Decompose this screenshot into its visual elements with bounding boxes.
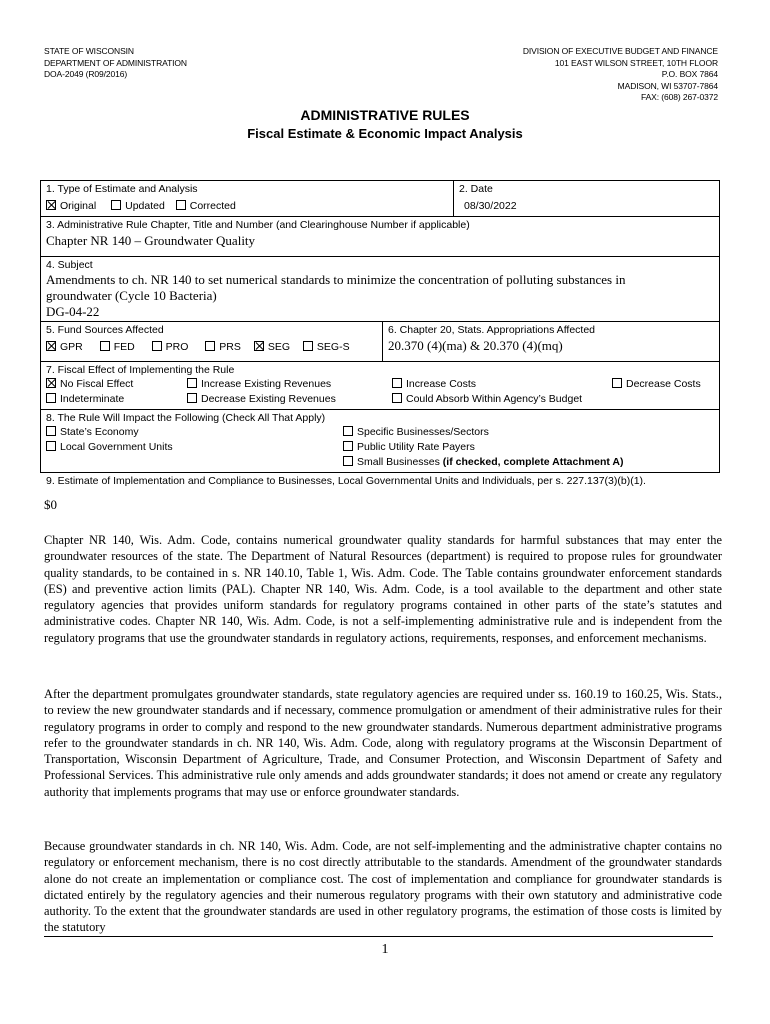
page-title: ADMINISTRATIVE RULES bbox=[300, 107, 470, 123]
section-2 bbox=[453, 181, 719, 216]
address-line: FAX: (608) 267-0372 bbox=[640, 92, 718, 102]
option-label: FED bbox=[113, 341, 135, 353]
section-7 bbox=[41, 362, 719, 409]
checkbox-increase-existing-revenues[interactable] bbox=[187, 378, 197, 388]
header-line: DOA-2049 (R09/2016) bbox=[44, 69, 128, 79]
checkbox-specific-businesses[interactable] bbox=[343, 426, 353, 436]
checkbox-decrease-costs[interactable] bbox=[612, 378, 622, 388]
section-8-label: 8. The Rule Will Impact the Following (Check All That Apply) bbox=[46, 412, 326, 424]
section-3-label: 3. Administrative Rule Chapter, Title and Number (and Clearinghouse Number if applicable) bbox=[46, 219, 470, 231]
paragraph: Chapter NR 140, Wis. Adm. Code, contains numerical groundwater quality standards for harmful substances that may enter the groundwater resources of the state. The Department of Natural Resources (department) is required to propose rules for groundwater quality standards, to be contained in s. NR 140.10, Table 1, Wis. Adm. Code. The Table contains groundwater enforcement standards (ES) and preventive action limits (PAL). Chapter NR 140, Wis. Adm. Code, is a tool available to the department and other state regulatory agencies that provides uniform standards for regulatory programs contained in other parts of the state’s statutes and administrative codes. Chapter NR 140, Wis. Adm. Code, is not a self-implementing administrative rule and is independent from the regulatory programs that use the groundwater standards in regulatory actions, requirements, responses, and enforcement mechanisms. bbox=[44, 533, 722, 645]
option-label: Decrease Existing Revenues bbox=[201, 393, 336, 405]
option-label: Original bbox=[60, 200, 97, 212]
section-1-label: 1. Type of Estimate and Analysis bbox=[46, 183, 198, 195]
option-label: Decrease Costs bbox=[626, 378, 701, 390]
checkbox-updated[interactable] bbox=[111, 200, 121, 210]
row-type-date bbox=[41, 181, 719, 217]
option-label: Increase Costs bbox=[406, 378, 477, 390]
paragraph: After the department promulgates groundwater standards, state regulatory agencies are required under ss. 160.19 to 160.25, Wis. Stats., to review the new groundwater standards and if necessary, commence promulgation or amendment of their administrative rules for their regulatory programs in order to comply and respond to the new groundwater standards. Numerous department administrative programs refer to the groundwater standards in ch. NR 140, Wis. Adm. Code, along with regulatory programs at the Wisconsin Department of Transportation, Wisconsin Department of Agriculture, Trade, and Consumer Protection, and Wisconsin Department of Safety and Professional Services. This administrative rule only amends and adds groundwater standards; it does not amend or create any regulatory authority that implements programs that may use or enforce groundwater standards. bbox=[44, 687, 722, 799]
checkbox-small-businesses[interactable] bbox=[343, 456, 353, 466]
fiscal-estimate-form bbox=[40, 180, 720, 487]
option-label: Public Utility Rate Payers bbox=[357, 441, 475, 453]
section-4-label: 4. Subject bbox=[46, 259, 93, 271]
row-fund-appropriations bbox=[41, 322, 719, 362]
checkbox-local-government-units[interactable] bbox=[46, 441, 56, 451]
checkbox-pro[interactable] bbox=[152, 341, 162, 351]
row-rule-impact bbox=[41, 410, 719, 473]
appropriations-value[interactable]: 20.370 (4)(ma) & 20.370 (4)(mq) bbox=[388, 338, 563, 353]
checkbox-decrease-existing-revenues[interactable] bbox=[187, 393, 197, 403]
option-label: State’s Economy bbox=[60, 426, 139, 438]
option-label: SEG-S bbox=[316, 341, 350, 353]
checkbox-increase-costs[interactable] bbox=[392, 378, 402, 388]
rule-chapter-value[interactable]: Chapter NR 140 – Groundwater Quality bbox=[46, 233, 256, 248]
section-1 bbox=[41, 181, 453, 216]
checkbox-no-fiscal-effect[interactable] bbox=[46, 378, 56, 388]
row-fiscal-effect bbox=[41, 362, 719, 410]
checkbox-public-utility-rate-payers[interactable] bbox=[343, 441, 353, 451]
attachment-note: (if checked, complete Attachment A) bbox=[442, 456, 624, 468]
checkbox-original[interactable] bbox=[46, 200, 56, 210]
option-label: No Fiscal Effect bbox=[60, 378, 134, 390]
row-subject bbox=[41, 257, 719, 322]
option-label: GPR bbox=[60, 341, 83, 353]
section-4 bbox=[41, 257, 719, 321]
option-label: Local Government Units bbox=[60, 441, 173, 453]
subject-line[interactable]: groundwater (Cycle 10 Bacteria) bbox=[46, 288, 217, 303]
option-label: SEG bbox=[267, 341, 290, 353]
estimate-amount[interactable]: $0 bbox=[44, 497, 57, 512]
option-label: Small Businesses bbox=[357, 456, 440, 468]
option-label: PRO bbox=[165, 341, 189, 353]
date-value[interactable]: 08/30/2022 bbox=[464, 200, 517, 212]
header-line: STATE OF WISCONSIN bbox=[44, 46, 134, 56]
section-5 bbox=[41, 322, 382, 361]
option-label: Updated bbox=[125, 200, 165, 212]
paragraph: Because groundwater standards in ch. NR 140, Wis. Adm. Code, are not self-implementing and the administrative chapter contains no regulatory or enforcement mechanism, there is no cost directly attributable to the standards. Amendment of the groundwater standards alone do not create an implementation or compliance cost. The cost of implementation and compliance for groundwater standards is dictated entirely by the regulatory agencies and their numerous regulatory programs with their own statutory and administrative code authority. To the extent that the groundwater standards are used in other regulatory programs, the estimation of those costs is limited by the statutory bbox=[44, 839, 722, 935]
address-line: 101 EAST WILSON STREET, 10TH FLOOR bbox=[554, 57, 718, 68]
section-6 bbox=[382, 322, 719, 361]
address-line: MADISON, WI 53707-7864 bbox=[617, 80, 718, 91]
checkbox-corrected[interactable] bbox=[176, 200, 186, 210]
header-line: DEPARTMENT OF ADMINISTRATION bbox=[44, 57, 187, 68]
subject-line[interactable]: Amendments to ch. NR 140 to set numerical standards to minimize the concentration of polluting substances in bbox=[46, 272, 626, 287]
section-7-label: 7. Fiscal Effect of Implementing the Rule bbox=[46, 364, 235, 376]
row-rule-chapter bbox=[41, 217, 719, 257]
address-line: P.O. BOX 7864 bbox=[661, 69, 718, 79]
division-address bbox=[523, 46, 718, 104]
page-number: 1 bbox=[381, 942, 389, 957]
checkbox-prs[interactable] bbox=[205, 341, 215, 351]
checkbox-states-economy[interactable] bbox=[46, 426, 56, 436]
section-5-label: 5. Fund Sources Affected bbox=[46, 324, 164, 336]
section-9-label: 9. Estimate of Implementation and Compliance to Businesses, Local Governmental Units and Individuals, per s. 227.137(3)(b)(1). bbox=[46, 475, 646, 487]
checkbox-seg[interactable] bbox=[254, 341, 264, 351]
section-6-label: 6. Chapter 20, Stats. Appropriations Affected bbox=[388, 324, 596, 336]
section-8 bbox=[41, 410, 719, 472]
agency-header bbox=[44, 46, 187, 81]
section-3 bbox=[41, 217, 719, 256]
checkbox-gpr[interactable] bbox=[46, 341, 56, 351]
subject-line[interactable]: DG-04-22 bbox=[46, 304, 100, 319]
checkbox-fed[interactable] bbox=[100, 341, 110, 351]
page-divider bbox=[44, 936, 713, 937]
checkbox-absorb-within-budget[interactable] bbox=[392, 393, 402, 403]
page-subtitle: Fiscal Estimate & Economic Impact Analysis bbox=[247, 126, 523, 141]
option-label: Specific Businesses/Sectors bbox=[357, 426, 489, 438]
checkbox-seg-s[interactable] bbox=[303, 341, 313, 351]
address-line: DIVISION OF EXECUTIVE BUDGET AND FINANCE bbox=[522, 46, 718, 56]
checkbox-indeterminate[interactable] bbox=[46, 393, 56, 403]
option-label: PRS bbox=[219, 341, 241, 353]
option-label: Corrected bbox=[189, 200, 236, 212]
option-label: Could Absorb Within Agency’s Budget bbox=[406, 393, 583, 405]
option-label: Increase Existing Revenues bbox=[201, 378, 332, 390]
section-2-label: 2. Date bbox=[459, 183, 493, 195]
option-label: Indeterminate bbox=[60, 393, 125, 405]
